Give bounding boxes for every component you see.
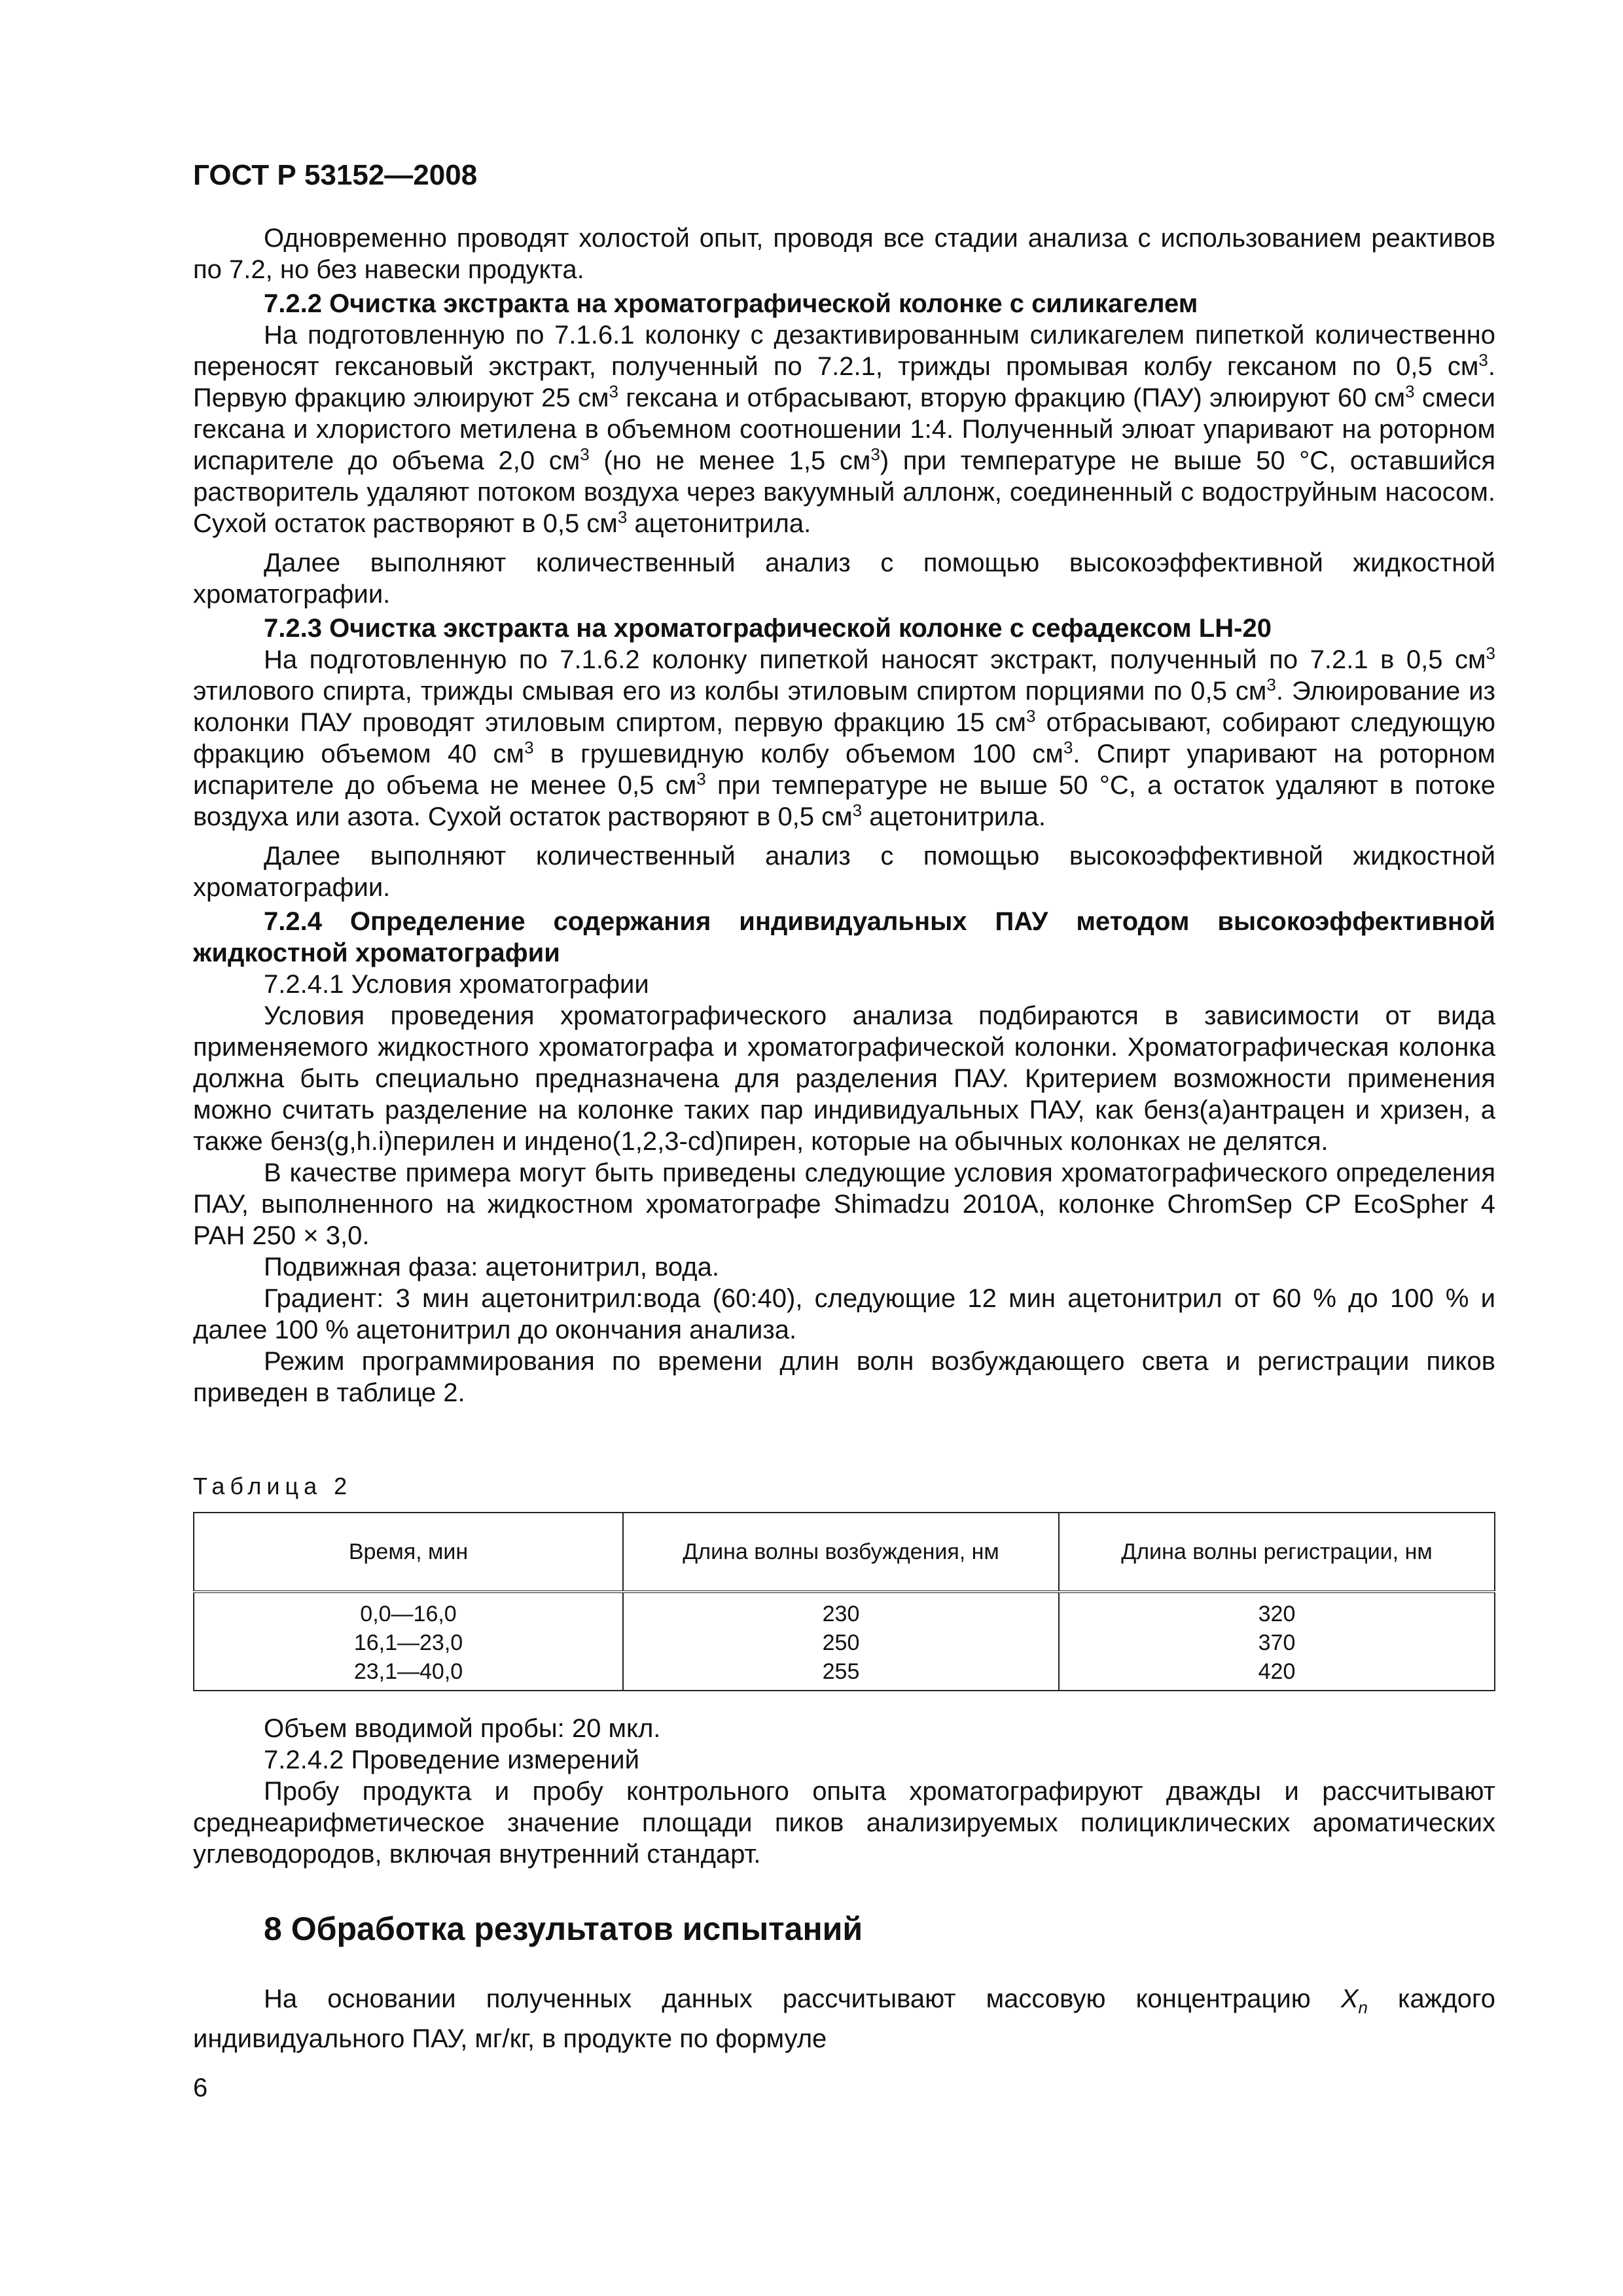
table-cell-emission: 320 370 420 xyxy=(1059,1592,1495,1691)
section-7-2-4-1-paragraph-3: Подвижная фаза: ацетонитрил, вода. xyxy=(264,1253,719,1282)
table-cell-excitation: 230 250 255 xyxy=(623,1592,1059,1691)
table-caption: Таблица 2 xyxy=(193,1473,353,1499)
page-number: 6 xyxy=(193,2073,208,2102)
section-7-2-2-paragraph: На подготовленную по 7.1.6.1 колонку с дезактивированным силикагелем пипеткой количественно переносят гексановый экстракт, полученный по 7.2.1, трижды промывая колбу гексаном по 0,5 $см^3$. Первую фракцию элюируют 25 $см^3$ гексана и отбрасывают, вторую фракцию (ПАУ) элюируют 60 $см^3$ смеси гексана и хлористого метилена в объемном соотношении 1:4. Полученный элюат упаривают на роторном испарителе до объема 2,0 $см^3$ (но не менее 1,5 $см^3$) при температуре не выше 50 °С, оставшийся растворитель удаляют потоком воздуха через вакуумный аллонж, соединенный с водоструйным насосом. Сухой остаток растворяют в 0,5 $см^3$ ацетонитрила. xyxy=(193,321,1496,538)
table-header-row xyxy=(194,1513,1495,1592)
document-header: ГОСТ Р 53152—2008 xyxy=(193,159,478,191)
table-row xyxy=(194,1592,1495,1691)
section-7-2-3-paragraph: На подготовленную по 7.1.6.2 колонку пипеткой наносят экстракт, полученный по 7.2.1 в 0,5 $см^3$ этилового спирта, трижды смывая его из колбы этиловым спиртом порциями по 0,5 $см^3$. Элюирование из колонки ПАУ проводят этиловым спиртом, первую фракцию 15 $см^3$ отбрасывают, собирают следующую фракцию объемом 40 $см^3$ в грушевидную колбу объемом 100 $см^3$. Спирт упаривают на роторном испарителе до объема не менее 0,5 $см^3$ при температуре не выше 50 °С, а остаток удаляют в потоке воздуха или азота. Сухой остаток растворяют в 0,5 $см^3$ ацетонитрила. xyxy=(193,643,1496,831)
section-8-paragraph: На основании полученных данных рассчитывают массовую концентрацию $X_n$ каждого индивидуального ПАУ, мг/кг, в продукте по формуле xyxy=(193,1984,1495,2053)
paragraph-blank-test: Одновременно проводят холостой опыт, проводя все стадии анализа с использованием реактивов по 7.2, но без навески продукта. xyxy=(193,224,1495,284)
section-7-2-4-title: 7.2.4 Определение содержания индивидуальных ПАУ методом высокоэффективной жидкостной хроматографии xyxy=(193,907,1495,967)
section-7-2-4-2-title: 7.2.4.2 Проведение измерений xyxy=(264,1746,639,1774)
section-7-2-2-title: 7.2.2 Очистка экстракта на хроматографической колонке с силикагелем xyxy=(264,289,1198,318)
section-7-2-4-1-paragraph-5: Режим программирования по времени длин волн возбуждающего света и регистрации пиков приведен в таблице 2. xyxy=(193,1347,1495,1407)
table-header-cell: Длина волны возбуждения, нм xyxy=(623,1513,1059,1592)
section-8-title: 8 Обработка результатов испытаний xyxy=(264,1910,863,1947)
section-7-2-4-1-paragraph-4: Градиент: 3 мин ацетонитрил:вода (60:40), следующие 12 мин ацетонитрил от 60 % до 100 % и далее 100 % ацетонитрил до окончания анализа. xyxy=(193,1284,1495,1344)
section-8-text xyxy=(193,1983,1495,2054)
main-text xyxy=(193,223,1495,1408)
section-7-2-4-2-paragraph: Пробу продукта и пробу контрольного опыта хроматографируют дважды и рассчитывают среднеарифметическое значение площади пиков анализируемых полициклических ароматических углеводородов, включая внутренний стандарт. xyxy=(193,1777,1495,1869)
table-header-cell: Длина волны регистрации, нм xyxy=(1059,1513,1495,1592)
section-7-2-3-paragraph-2: Далее выполняют количественный анализ с помощью высокоэффективной жидкостной хроматографии. xyxy=(193,842,1495,902)
wavelength-table xyxy=(193,1512,1495,1691)
section-7-2-4-1-paragraph-1: Условия проведения хроматографического анализа подбираются в зависимости от вида применяемого жидкостного хроматографа и хроматографической колонки. Хроматографическая колонка должна быть специально предназначена для разделения ПАУ. Критерием возможности применения можно считать разделение на колонке таких пар индивидуальных ПАУ, как бенз(а)антрацен и хризен, а также бенз(g,h.i)перилен и индено(1,2,3-cd)пирен, которые на обычных колонках не делятся. xyxy=(193,1001,1495,1156)
section-7-2-4-1-paragraph-2: В качестве примера могут быть приведены следующие условия хроматографического определения ПАУ, выполненного на жидкостном хроматографе Shimadzu 2010A, колонке ChromSep CP EcoSpher 4 PAH 250 × 3,0. xyxy=(193,1158,1495,1250)
table-header-cell: Время, мин xyxy=(194,1513,623,1592)
sample-volume-paragraph: Объем вводимой пробы: 20 мкл. xyxy=(264,1714,661,1743)
section-7-2-4-1-title: 7.2.4.1 Условия хроматографии xyxy=(264,970,649,999)
section-7-2-3-title: 7.2.3 Очистка экстракта на хроматографической колонке с сефадексом LH-20 xyxy=(264,614,1272,643)
section-7-2-2-paragraph-2: Далее выполняют количественный анализ с помощью высокоэффективной жидкостной хроматографии. xyxy=(193,548,1495,609)
after-table-text xyxy=(193,1713,1495,1870)
table-cell-time: 0,0—16,0 16,1—23,0 23,1—40,0 xyxy=(194,1592,623,1691)
